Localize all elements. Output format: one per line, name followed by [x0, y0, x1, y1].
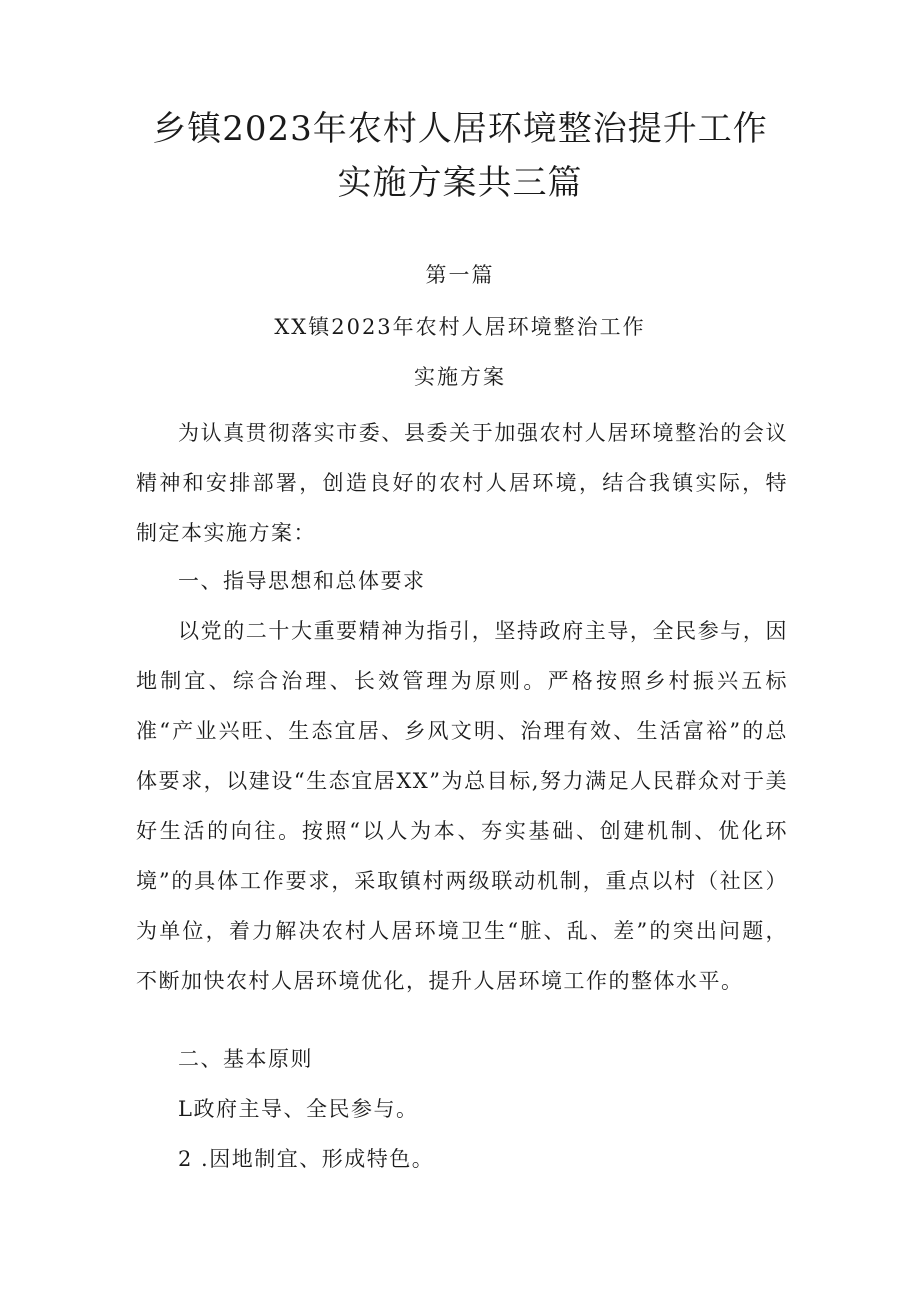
principle-item-1: L政府主导、全民参与。	[178, 1097, 419, 1121]
document-title-line-2: 实施方案共三篇	[337, 163, 583, 203]
intro-paragraph: 为认真贯彻落实市委、县委关于加强农村人居环境整治的会议精神和安排部署，创造良好的农村人居环境，结合我镇实际，特制定本实施方案：	[136, 421, 788, 545]
subtitle-line-1: XX镇2023年农村人居环境整治工作	[274, 315, 646, 339]
heading-guiding-ideology: 一、指导思想和总体要求	[178, 569, 426, 593]
section-label: 第一篇	[425, 263, 495, 287]
guiding-ideology-paragraph: 以党的二十大重要精神为指引，坚持政府主导，全民参与，因地制宜、综合治理、长效管理为原则。严格按照乡村振兴五标准“产业兴旺、生态宜居、乡风文明、治理有效、生活富裕”的总体要求，以建设“生态宜居XX”为总目标,努力满足人民群众对于美好生活的向往。按照“以人为本、夯实基础、创建机制、优化环境”的具体工作要求，采取镇村两级联动机制，重点以村（社区）为单位，着力解决农村人居环境卫生“脏、乱、差”的突出问题，不断加快农村人居环境优化，提升人居环境工作的整体水平。	[136, 619, 788, 993]
principle-item-2: 2 .因地制宜、形成特色。	[178, 1147, 435, 1171]
heading-basic-principles: 二、基本原则	[178, 1047, 313, 1071]
subtitle-line-2: 实施方案	[414, 365, 506, 389]
document-title-line-1: 乡镇2023年农村人居环境整治提升工作	[152, 109, 768, 149]
